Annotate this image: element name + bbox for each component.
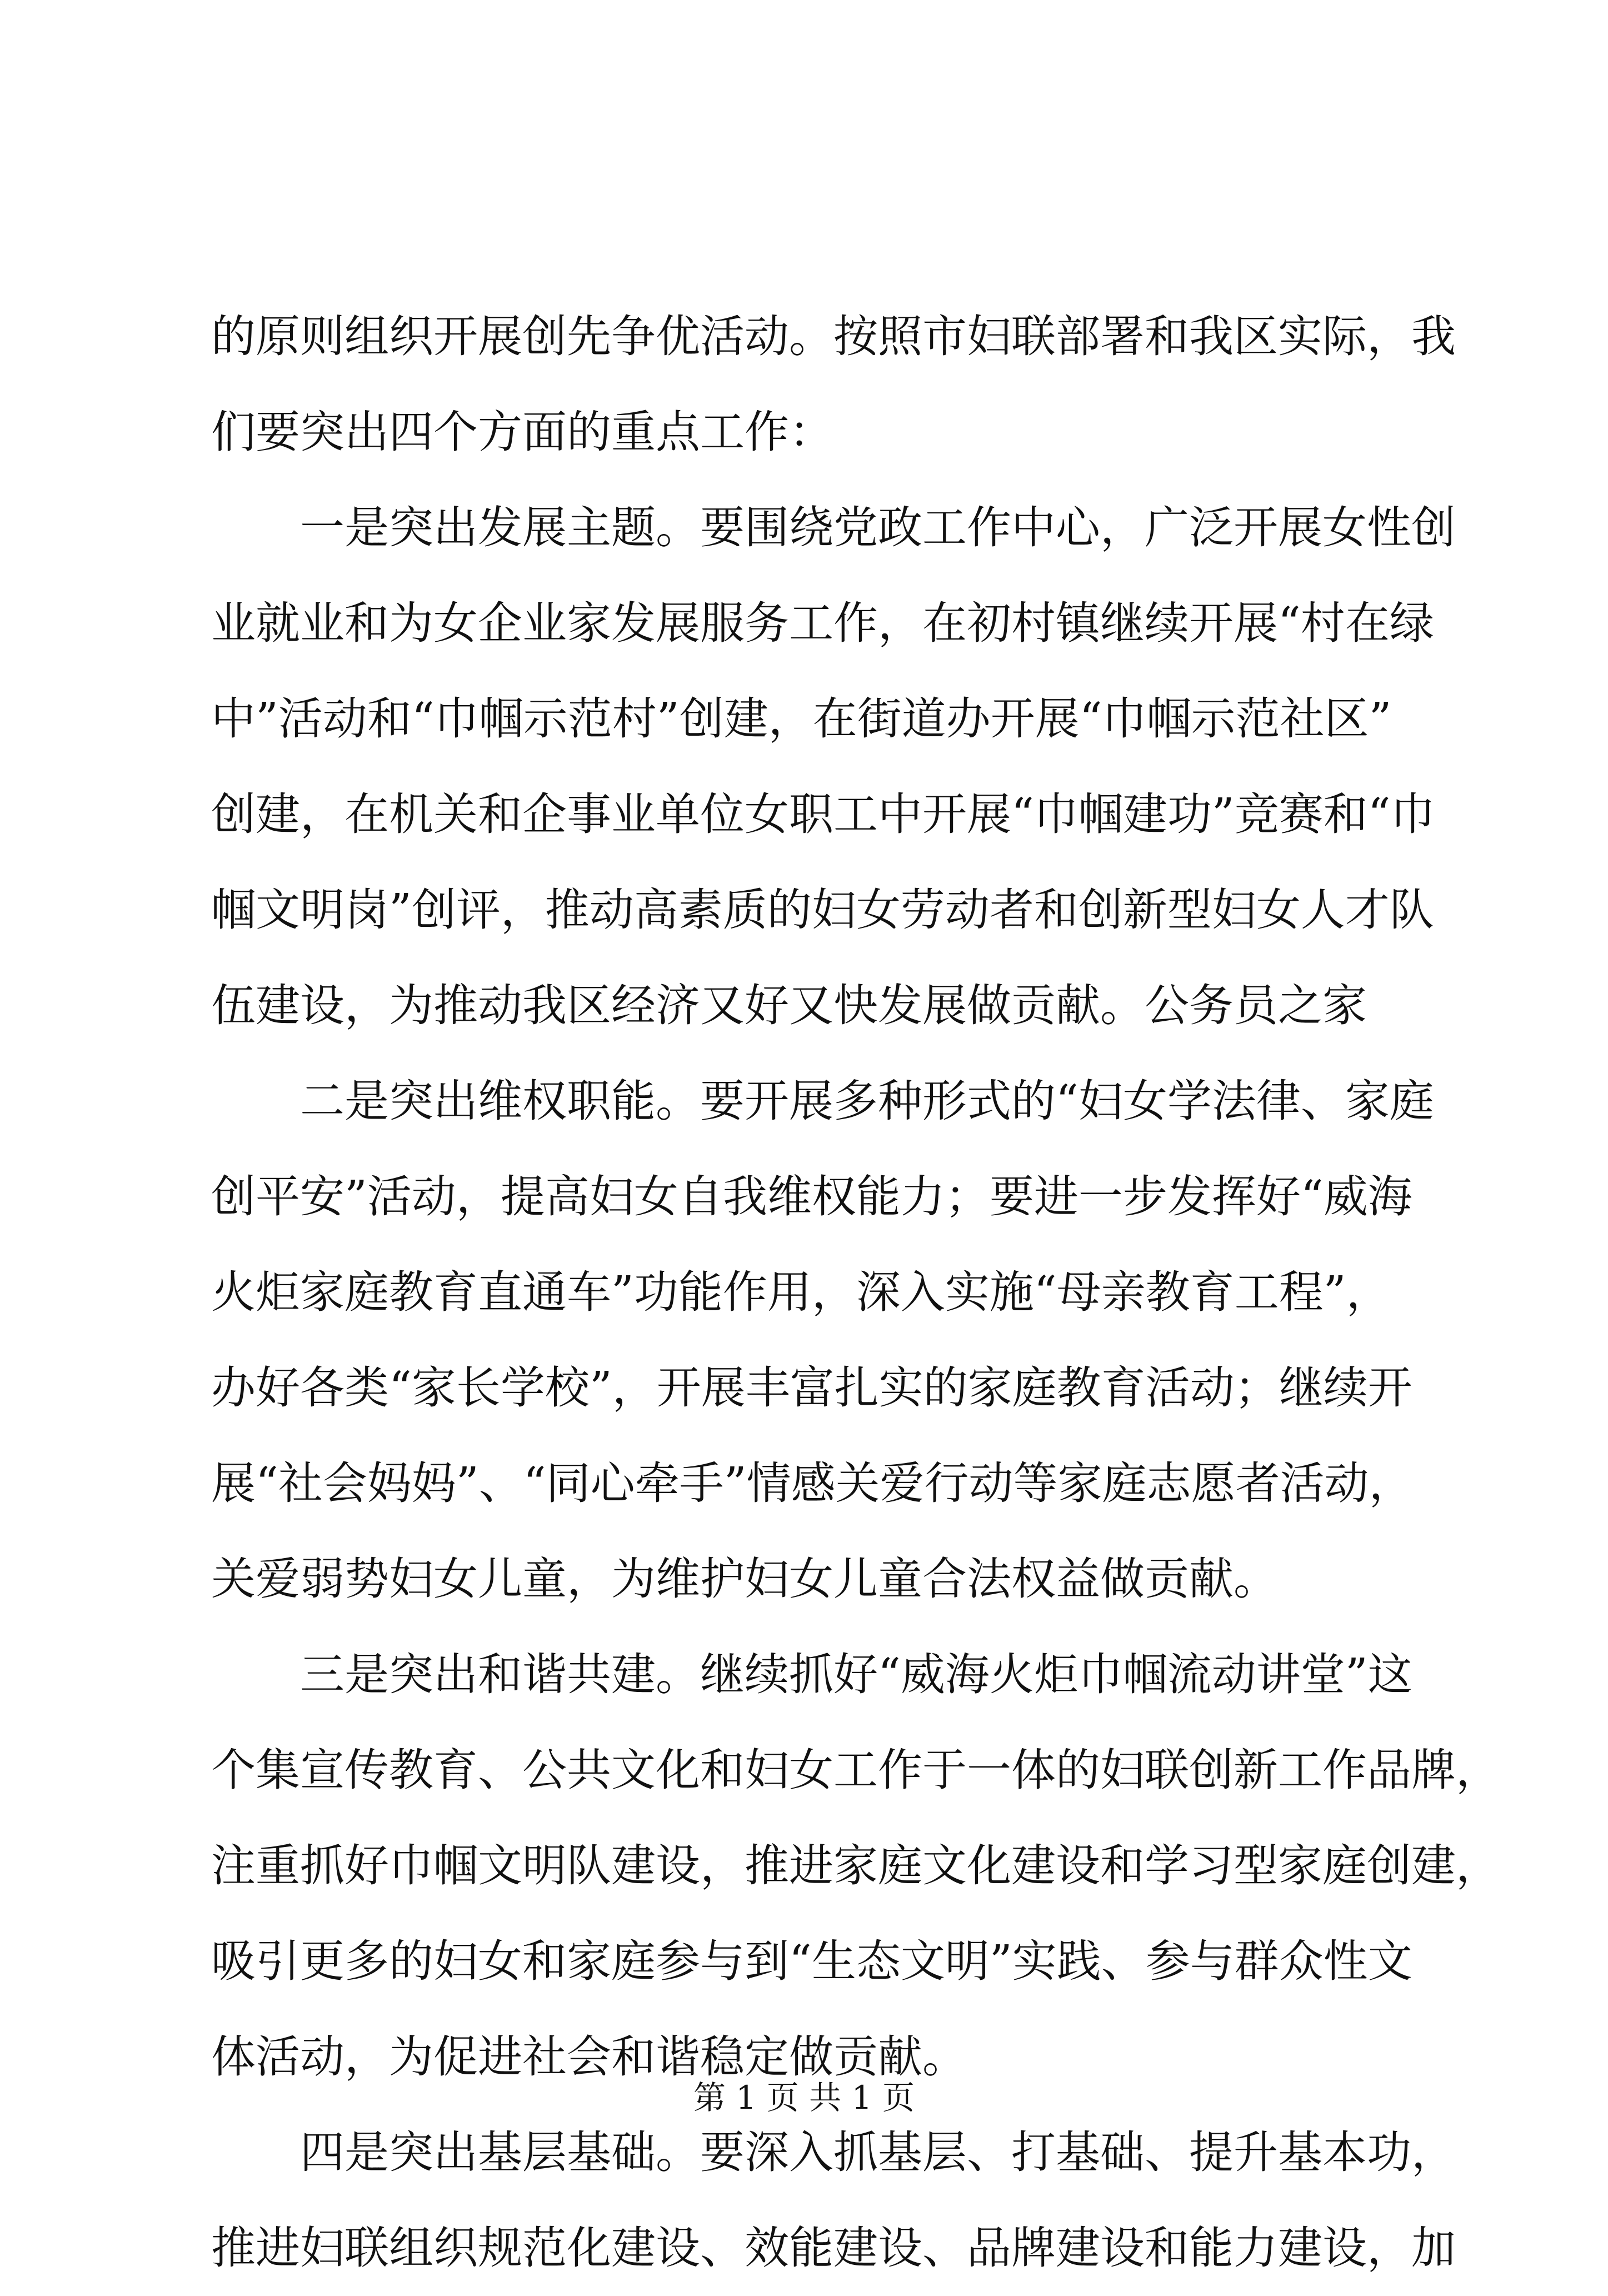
text-line: 办好各类“家长学校”，开展丰富扎实的家庭教育活动；继续开 [211, 1362, 1412, 1414]
text-line: 三是突出和谐共建。继续抓好“威海火炬巾帼流动讲堂”这 [211, 1649, 1412, 1700]
text-line: 的原则组织开展创先争优活动。按照市妇联部署和我区实际，我 [211, 311, 1456, 362]
text-line: 们要突出四个方面的重点工作： [211, 406, 833, 458]
text-line: 注重抓好巾帼文明队建设，推进家庭文化建设和学习型家庭创建， [211, 1840, 1500, 1891]
text-line: 展“社会妈妈”、“同心牵手”情感关爱行动等家庭志愿者活动， [211, 1458, 1414, 1509]
text-line: 一是突出发展主题。要围绕党政工作中心，广泛开展女性创 [211, 502, 1456, 553]
document-body [211, 289, 1500, 2296]
text-line: 帼文明岗”创评，推动高素质的妇女劳动者和创新型妇女人才队 [211, 884, 1434, 936]
page-number-footer: 第 1 页 共 1 页 [693, 2079, 915, 2117]
text-line: 推进妇联组织规范化建设、效能建设、品牌建设和能力建设，加 [211, 2222, 1456, 2274]
text-line: 业就业和为女企业家发展服务工作，在初村镇继续开展“村在绿 [211, 597, 1434, 649]
text-line: 创平安”活动，提高妇女自我维权能力；要进一步发挥好“威海 [211, 1171, 1412, 1222]
text-line: 四是突出基层基础。要深入抓基层、打基础、提升基本功， [211, 2127, 1456, 2178]
text-line: 体活动，为促进社会和谐稳定做贡献。 [211, 2031, 967, 2083]
text-line: 吸引更多的妇女和家庭参与到“生态文明”实践、参与群众性文 [211, 1935, 1412, 1987]
text-line: 中”活动和“巾帼示范村”创建，在街道办开展“巾帼示范社区” [211, 693, 1392, 745]
text-line: 伍建设，为推动我区经济又好又快发展做贡献。公务员之家 [211, 980, 1367, 1031]
text-line: 个集宣传教育、公共文化和妇女工作于一体的妇联创新工作品牌， [211, 1744, 1500, 1796]
text-line: 创建，在机关和企事业单位女职工中开展“巾帼建功”竞赛和“巾 [211, 788, 1435, 840]
text-line: 二是突出维权职能。要开展多种形式的“妇女学法律、家庭 [211, 1075, 1434, 1127]
text-line: 火炬家庭教育直通车”功能作用，深入实施“母亲教育工程”， [211, 1266, 1391, 1318]
text-line: 关爱弱势妇女儿童，为维护妇女儿童合法权益做贡献。 [211, 1553, 1278, 1605]
